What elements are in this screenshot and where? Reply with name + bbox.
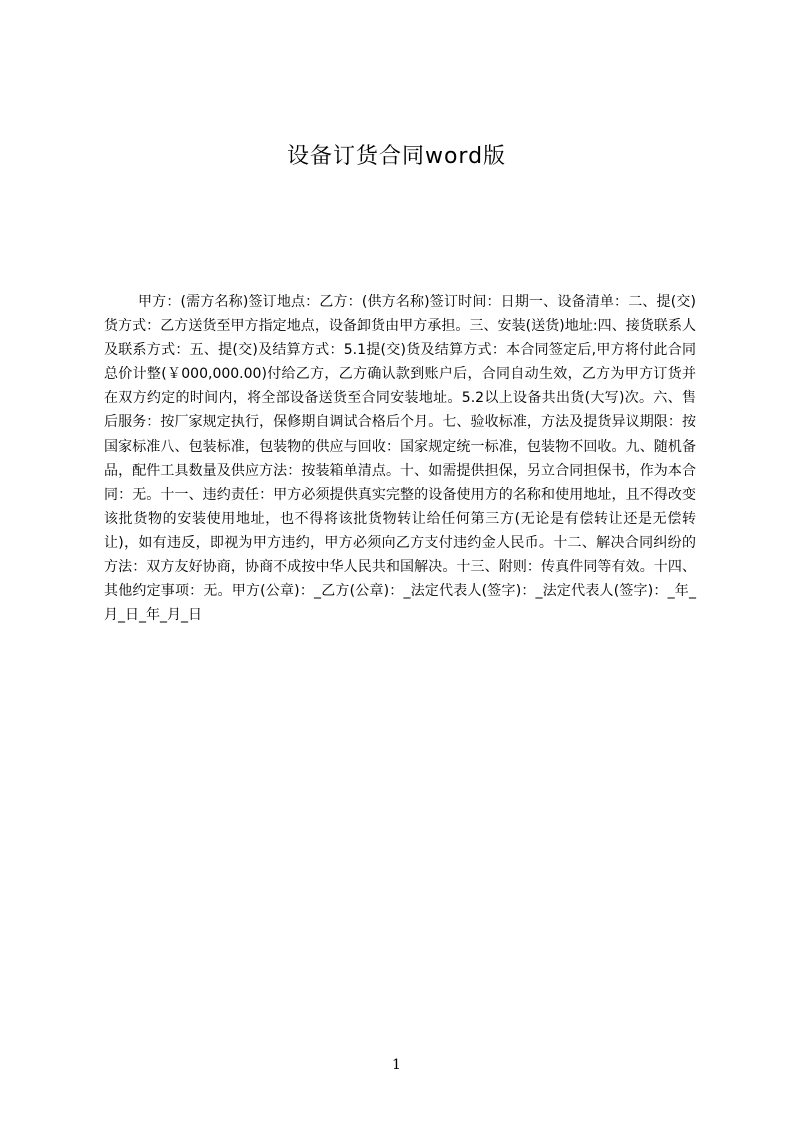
page-number: 1 (392, 1057, 401, 1073)
document-title: 设备订货合同word版 (286, 144, 507, 169)
contract-body-text: 甲方：(需方名称)签订地点：乙方：(供方名称)签订时间：日期一、设备清单：二、提(交)货方式：乙方送货至甲方指定地点，设备卸货由甲方承担。三、安装(送货)地址:四、接货联系人及联系方式：五、提(交)及结算方式：5.1提(交)货及结算方式：本合同签定后,甲方将付此合同总价计整(￥000,000.00)付给乙方，乙方确认款到账户后，合同自动生效，乙方为甲方订货并在双方约定的时间内，将全部设备送货至合同安装地址。5.2以上设备共出货(大写)次。六、售后服务：按厂家规定执行，保修期自调试合格后个月。七、验收标准，方法及提货异议期限：按国家标准八、包装标准，包装物的供应与回收：国家规定统一标准，包装物不回收。九、随机备品，配件工具数量及供应方法：按装箱单清点。十、如需提供担保，另立合同担保书，作为本合同：无。十一、违约责任：甲方必须提供真实完整的设备使用方的名称和使用地址，且不得改变该批货物的安装使用地址，也不得将该批货物转让给任何第三方(无论是有偿转让还是无偿转让)，如有违反，即视为甲方违约，甲方必须向乙方支付违约金人民币。十二、解决合同纠纷的方法：双方友好协商，协商不成按中华人民共和国解决。十三、附则：传真件同等有效。十四、其他约定事项：无。甲方(公章)：_乙方(公章)：_法定代表人(签字)：_法定代表人(签字)：_年_月_日_年_月_日 (104, 294, 696, 624)
